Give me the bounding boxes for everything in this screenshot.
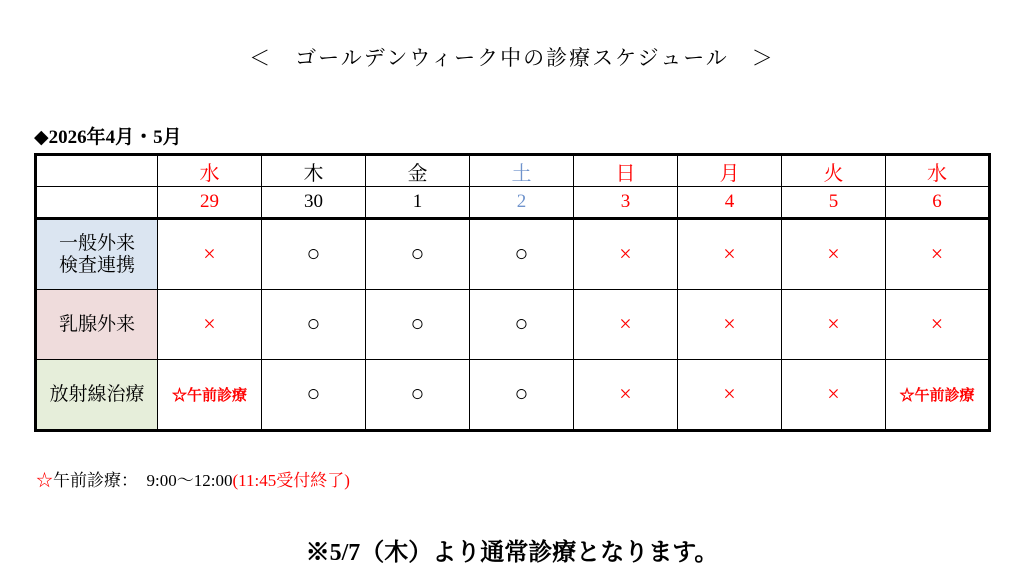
weekday-cell-1: 木: [262, 155, 366, 187]
weekday-cell-3: 土: [470, 155, 574, 187]
cell-general-5: [678, 219, 782, 290]
cell-breast-5: [678, 290, 782, 360]
weekday-cell-4: 日: [574, 155, 678, 187]
weekday-cell-7: 水: [886, 155, 990, 187]
mark-circle: ○: [514, 381, 529, 406]
weekday-cell-0: 水: [158, 155, 262, 187]
mark-circle: ○: [410, 311, 425, 336]
cell-general-1: [262, 219, 366, 290]
corner-cell-dates: [36, 187, 158, 219]
cell-general-7: [886, 219, 990, 290]
footnote-paren: (11:45受付終了): [232, 471, 350, 490]
cell-radio-5: [678, 360, 782, 431]
page-subtitle: ◆2026年4月・5月: [34, 127, 182, 148]
row-label-radiotherapy: [36, 360, 158, 431]
date-cell-7: 6: [886, 187, 990, 219]
date-cell-6: 5: [782, 187, 886, 219]
cell-breast-4: [574, 290, 678, 360]
weekday-cell-6: 火: [782, 155, 886, 187]
mark-cross: ×: [619, 240, 632, 266]
mark-circle: ○: [410, 381, 425, 406]
cell-radio-1: [262, 360, 366, 431]
mark-cross: ×: [723, 310, 736, 336]
row-label-breast-line1: 乳腺外来: [58, 313, 135, 335]
cell-general-4: [574, 219, 678, 290]
weekday-cell-5: 月: [678, 155, 782, 187]
row-label-general-line2: 検査連携: [58, 254, 135, 276]
date-cell-1: 30: [262, 187, 366, 219]
corner-cell: [36, 155, 158, 187]
cell-general-6: [782, 219, 886, 290]
date-cell-3: 2: [470, 187, 574, 219]
star-icon: ☆: [36, 471, 53, 490]
cell-general-0: [158, 219, 262, 290]
footnote-text: 午前診療： 9:00〜12:00: [53, 471, 233, 490]
date-cell-2: 1: [366, 187, 470, 219]
cell-breast-1: [262, 290, 366, 360]
mark-cross: ×: [723, 240, 736, 266]
cell-radio-3: [470, 360, 574, 431]
mark-cross: ×: [827, 380, 840, 406]
table-row-dates: [36, 187, 990, 219]
mark-circle: ○: [514, 311, 529, 336]
cell-breast-3: [470, 290, 574, 360]
mark-circle: ○: [306, 381, 321, 406]
mark-circle: ○: [306, 241, 321, 266]
row-label-general: [36, 219, 158, 290]
mark-cross: ×: [930, 310, 944, 336]
mark-circle: ○: [410, 241, 425, 266]
mark-circle: ○: [306, 311, 321, 336]
table-row-breast: [36, 290, 990, 360]
mark-circle: ○: [514, 241, 529, 266]
bottom-note: ※5/7（木）より通常診療となります。: [305, 540, 719, 566]
mark-cross: ×: [827, 240, 840, 266]
row-label-general-line1: 一般外来: [58, 232, 135, 254]
table-row-general: [36, 219, 990, 290]
date-cell-5: 4: [678, 187, 782, 219]
cell-general-3: [470, 219, 574, 290]
date-cell-4: 3: [574, 187, 678, 219]
cell-breast-0: [158, 290, 262, 360]
cell-radio-7: [886, 360, 990, 431]
date-cell-0: 29: [158, 187, 262, 219]
cell-general-2: [366, 219, 470, 290]
mark-cross: ×: [930, 240, 944, 266]
cell-radio-4: [574, 360, 678, 431]
mark-cross: ×: [203, 240, 216, 266]
row-label-radiotherapy-line1: 放射線治療: [49, 383, 145, 405]
cell-breast-6: [782, 290, 886, 360]
cell-radio-2: [366, 360, 470, 431]
mark-cross: ×: [619, 310, 632, 336]
weekday-cell-2: 金: [366, 155, 470, 187]
am-clinic-note: ☆午前診療: [171, 387, 247, 404]
page-title: ＜ ゴールデンウィーク中の診療スケジュール ＞: [249, 46, 775, 70]
footnote: [36, 466, 350, 491]
cell-radio-6: [782, 360, 886, 431]
mark-cross: ×: [723, 380, 736, 406]
mark-cross: ×: [203, 310, 216, 336]
mark-cross: ×: [619, 380, 632, 406]
table-row-weekdays: [36, 155, 990, 187]
cell-breast-7: [886, 290, 990, 360]
mark-cross: ×: [827, 310, 840, 336]
table-row-radiotherapy: [36, 360, 990, 431]
schedule-table: [34, 153, 991, 432]
row-label-breast: [36, 290, 158, 360]
cell-radio-0: [158, 360, 262, 431]
am-clinic-note: ☆午前診療: [899, 387, 975, 404]
cell-breast-2: [366, 290, 470, 360]
